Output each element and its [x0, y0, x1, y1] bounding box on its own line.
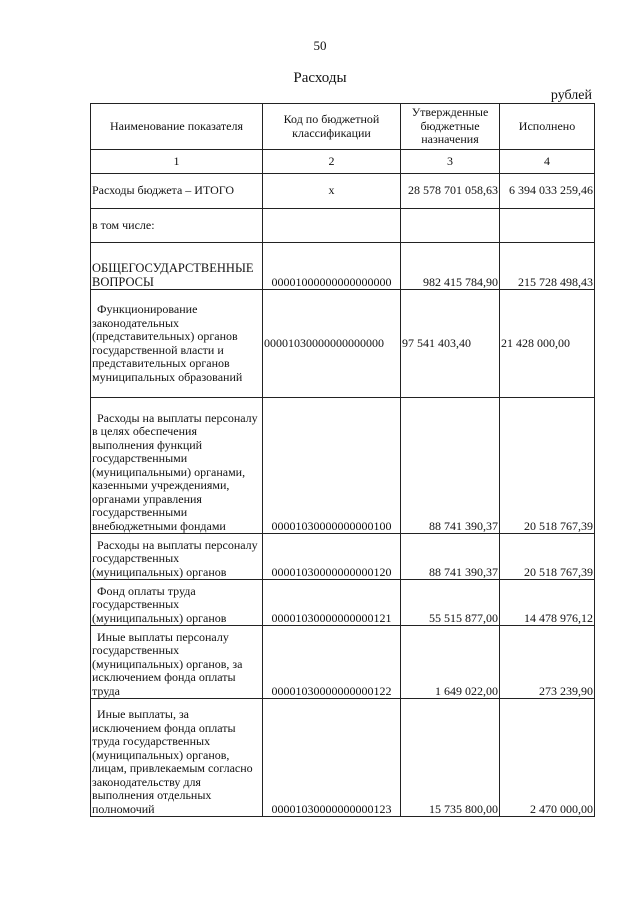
row-executed: 21 428 000,00 [500, 290, 595, 398]
row-code: 00001030000000000123 [263, 699, 401, 817]
table-row [91, 398, 595, 534]
row-code: 00001030000000000121 [263, 580, 401, 626]
row-approved: 55 515 877,00 [401, 580, 500, 626]
row-approved: 88 741 390,37 [401, 534, 500, 580]
row-name: Расходы на выплаты персоналу в целях обеспечения выполнения функций государственными (муниципальными) органами, казенными учреждениями, органами управления государственными внебюджетными фондами [91, 398, 263, 534]
expenses-table [90, 103, 595, 817]
row-code: 00001030000000000120 [263, 534, 401, 580]
row-code: x [263, 174, 401, 209]
row-executed: 20 518 767,39 [500, 534, 595, 580]
row-approved: 1 649 022,00 [401, 626, 500, 699]
row-name: Функционирование законодательных (представительных) органов государственной власти и представительных органов муниципальных образований [91, 290, 263, 398]
row-name: Иные выплаты персоналу государственных (муниципальных) органов, за исключением фонда оплаты труда [91, 626, 263, 699]
row-name: в том числе: [91, 209, 263, 243]
table-row [91, 209, 595, 243]
column-number-row [91, 150, 595, 174]
row-executed: 14 478 976,12 [500, 580, 595, 626]
row-executed: 215 728 498,43 [500, 243, 595, 290]
row-code: 00001030000000000122 [263, 626, 401, 699]
row-executed: 273 239,90 [500, 626, 595, 699]
row-approved: 982 415 784,90 [401, 243, 500, 290]
row-code: 00001030000000000100 [263, 398, 401, 534]
col-number: 2 [263, 150, 401, 174]
col-number: 4 [500, 150, 595, 174]
row-code: 00001000000000000000 [263, 243, 401, 290]
header-executed: Исполнено [500, 104, 595, 150]
row-executed: 6 394 033 259,46 [500, 174, 595, 209]
col-number: 3 [401, 150, 500, 174]
table-row [91, 174, 595, 209]
page-title: Расходы [293, 70, 347, 86]
row-approved [401, 209, 500, 243]
row-executed [500, 209, 595, 243]
row-code: 00001030000000000000 [263, 290, 401, 398]
table-header-row [91, 104, 595, 150]
table-row [91, 580, 595, 626]
table-row [91, 534, 595, 580]
col-number: 1 [91, 150, 263, 174]
row-name: Расходы на выплаты персоналу государственных (муниципальных) органов [91, 534, 263, 580]
table-row [91, 626, 595, 699]
table-row [91, 243, 595, 290]
row-approved: 97 541 403,40 [401, 290, 500, 398]
row-name: ОБЩЕГОСУДАРСТВЕННЫЕ ВОПРОСЫ [91, 243, 263, 290]
table-row [91, 699, 595, 817]
row-approved: 15 735 800,00 [401, 699, 500, 817]
row-code [263, 209, 401, 243]
row-name: Иные выплаты, за исключением фонда оплаты труда государственных (муниципальных) органов, лицам, привлекаемым согласно законодательству для выполнения отдельных полномочий [91, 699, 263, 817]
header-name: Наименование показателя [91, 104, 263, 150]
row-executed: 2 470 000,00 [500, 699, 595, 817]
row-name: Расходы бюджета – ИТОГО [91, 174, 263, 209]
units-label: рублей [550, 88, 592, 103]
row-approved: 28 578 701 058,63 [401, 174, 500, 209]
row-approved: 88 741 390,37 [401, 398, 500, 534]
table-row [91, 290, 595, 398]
row-executed: 20 518 767,39 [500, 398, 595, 534]
row-name: Фонд оплаты труда государственных (муниципальных) органов [91, 580, 263, 626]
page-number: 50 [313, 38, 327, 53]
header-approved: Утвержденные бюджетные назначения [401, 104, 500, 150]
header-code: Код по бюджетной классификации [263, 104, 401, 150]
